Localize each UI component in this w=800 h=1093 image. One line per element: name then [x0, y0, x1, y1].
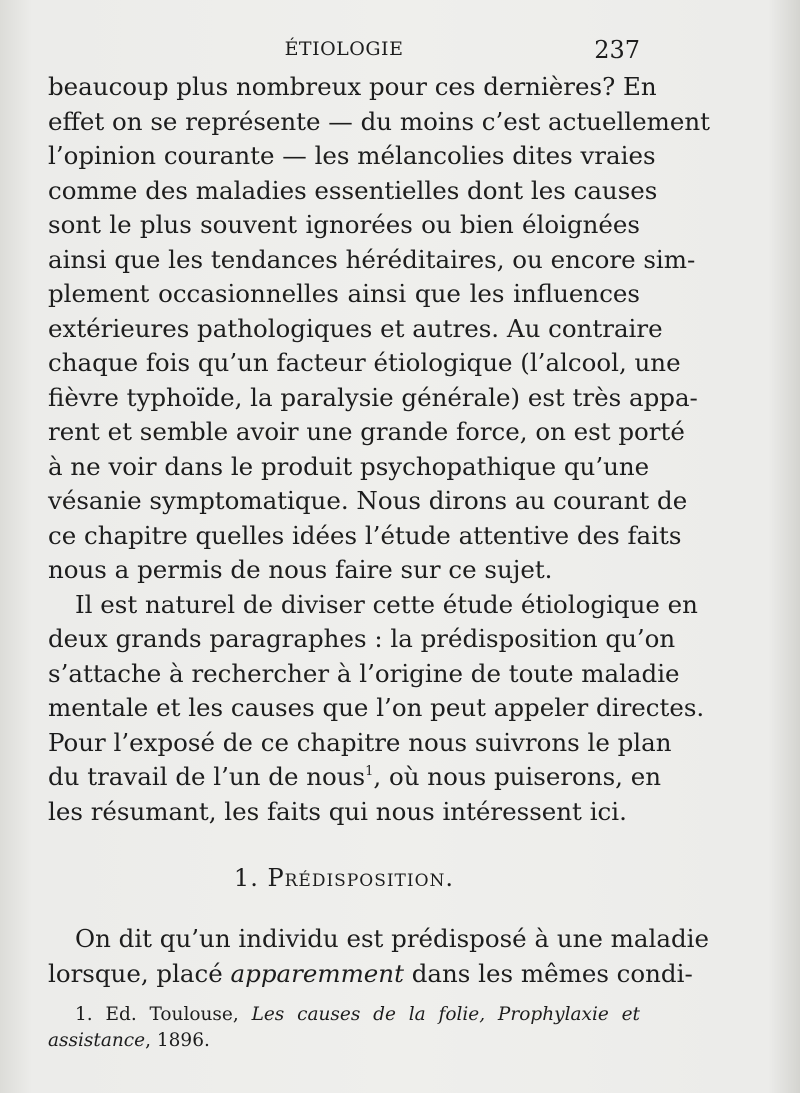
- text-line: ainsi que les tendances héréditaires, ou encore sim-: [48, 244, 696, 274]
- text-line: beaucoup plus nombreux pour ces dernières? En: [48, 72, 657, 101]
- text-line: l’opinion courante — les mélancolies dites vraies: [48, 141, 656, 170]
- text-line: les résumant, les faits qui nous intéressent ici.: [48, 796, 627, 826]
- paragraph-2: [48, 588, 705, 830]
- text-line: Pour l’exposé de ce chapitre nous suivrons le plan: [48, 727, 672, 757]
- text-line: à ne voir dans le produit psychopathique qu’une: [48, 451, 650, 481]
- text-line-with-footnote-ref: du travail de l’un de nous$^1$, où nous puiserons, en: [48, 762, 662, 791]
- italic-word: apparemment: [230, 958, 404, 988]
- text-line: Il est naturel de diviser cette étude étiologique en: [75, 589, 698, 619]
- running-title: ÉTIOLOGIE: [284, 38, 404, 60]
- footnote-line: 1. Ed. Toulouse, Les causes de la folie, Prophylaxie et: [75, 1004, 640, 1025]
- text-line: ce chapitre quelles idées l’étude attentive des faits: [48, 520, 682, 550]
- text-line: fièvre typhoïde, la paralysie générale) est très appa-: [48, 382, 698, 412]
- text-line: extérieures pathologiques et autres. Au contraire: [48, 313, 663, 343]
- footnote: [48, 1002, 640, 1054]
- footnote-line: assistance, 1896.: [48, 1030, 210, 1051]
- text-line: lorsque, placé apparemment dans les mêmes condi-: [48, 958, 693, 988]
- body-text: [48, 70, 710, 829]
- section-number: 1.: [233, 864, 259, 892]
- text-line: chaque fois qu’un facteur étiologique (l’alcool, une: [48, 348, 681, 377]
- paragraph-3: [48, 922, 709, 991]
- text-line: mentale et les causes que l’on peut appeler directes.: [48, 693, 705, 722]
- text-line: vésanie symptomatique. Nous dirons au courant de: [48, 486, 688, 515]
- text-line: plement occasionnelles ainsi que les influences: [48, 279, 640, 308]
- text-line: nous a permis de nous faire sur ce sujet.: [48, 555, 553, 584]
- section-heading: [48, 864, 640, 892]
- footnote-reference: 1: [365, 764, 374, 779]
- text-line: rent et semble avoir une grande force, on est porté: [48, 417, 685, 446]
- text-line: comme des maladies essentielles dont les causes: [48, 175, 658, 205]
- page-number: 237: [594, 36, 640, 64]
- text-line: deux grands paragraphes : la prédisposition qu’on: [48, 624, 676, 653]
- paragraph-1: [48, 70, 710, 588]
- page-header: [48, 36, 640, 66]
- section-title: Prédisposition.: [267, 864, 455, 892]
- text-line: s’attache à rechercher à l’origine de toute maladie: [48, 658, 680, 688]
- text-line: effet on se représente — du moins c’est actuellement: [48, 106, 710, 136]
- text-line: sont le plus souvent ignorées ou bien éloignées: [48, 210, 640, 239]
- text-line: On dit qu’un individu est prédisposé à une maladie: [75, 924, 709, 953]
